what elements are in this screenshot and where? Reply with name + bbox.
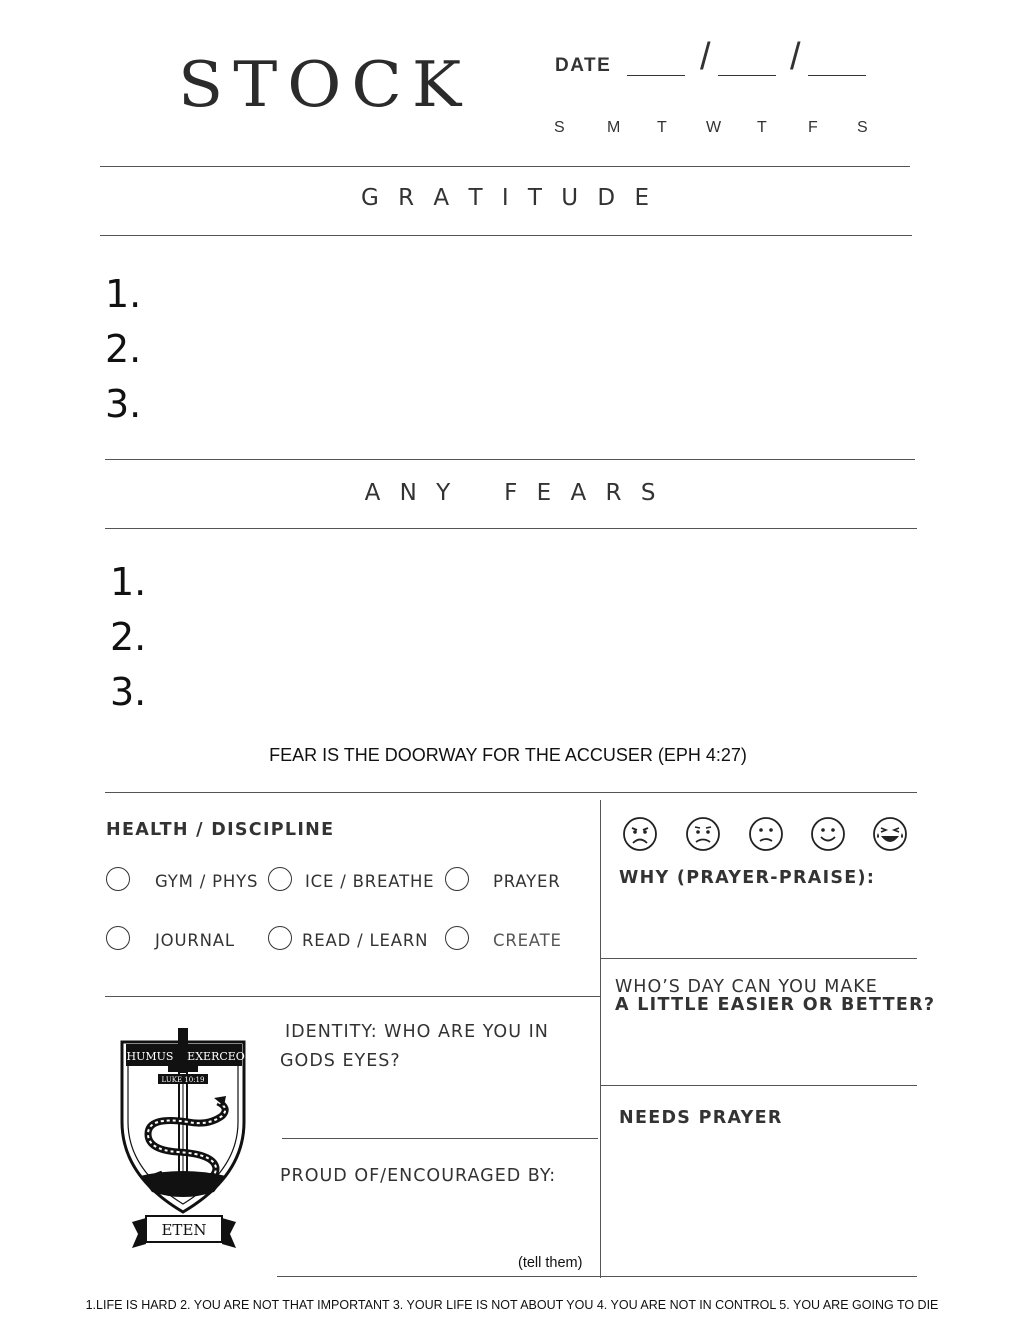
date-year-field[interactable] <box>808 75 866 76</box>
crest-logo <box>118 1026 250 1254</box>
divider <box>100 235 912 236</box>
weekday-monday[interactable]: M <box>607 119 621 136</box>
create-label: CREATE <box>493 931 562 950</box>
gratitude-item-1[interactable]: 1. <box>105 272 142 316</box>
read-label: READ / LEARN <box>302 931 429 950</box>
identity-line2: GODS EYES? <box>280 1051 401 1071</box>
page-title: STOCK <box>178 47 472 122</box>
prayer-radio[interactable] <box>445 867 469 891</box>
tell-them-note: (tell them) <box>518 1255 583 1271</box>
weekday-friday[interactable]: F <box>808 119 818 136</box>
read-radio[interactable] <box>268 926 292 950</box>
crest-scroll-text: ETEN <box>161 1221 207 1239</box>
weekday-saturday[interactable]: S <box>857 119 868 136</box>
fear-quote: FEAR IS THE DOORWAY FOR THE ACCUSER (EPH 4:27) <box>269 745 747 765</box>
footer-truths: 1.LIFE IS HARD 2. YOU ARE NOT THAT IMPORTANT 3. YOUR LIFE IS NOT ABOUT YOU 4. YOU ARE NOT IN CONTROL 5. YOU ARE GOING TO DIE <box>85 1298 939 1312</box>
gratitude-heading: G R A T I T U D E <box>361 185 651 211</box>
divider <box>601 958 917 959</box>
date-slash: / <box>700 36 711 78</box>
fear-item-2[interactable]: 2. <box>110 615 147 659</box>
crest-motto-right: EXERCEO <box>187 1050 245 1063</box>
crest-motto-left: HUMUS <box>126 1050 174 1063</box>
gratitude-item-2[interactable]: 2. <box>105 327 142 371</box>
weekday-tuesday[interactable]: T <box>657 119 667 136</box>
crest-plaque: LUKE 10:19 <box>161 1076 205 1084</box>
fear-item-3[interactable]: 3. <box>110 670 147 714</box>
weekday-thursday[interactable]: T <box>757 119 767 136</box>
whos-day-line1: WHO’S DAY CAN YOU MAKE <box>615 977 878 997</box>
fear-item-1[interactable]: 1. <box>110 560 147 604</box>
gym-label: GYM / PHYS <box>155 872 259 891</box>
date-month-field[interactable] <box>627 75 685 76</box>
journal-radio[interactable] <box>106 926 130 950</box>
column-divider <box>600 800 601 1278</box>
health-heading: HEALTH / DISCIPLINE <box>106 820 335 840</box>
prayer-label: PRAYER <box>493 872 561 891</box>
smile-face-icon[interactable] <box>810 816 846 852</box>
laughing-face-icon[interactable] <box>872 816 908 852</box>
why-label: WHY (PRAYER-PRAISE): <box>619 868 876 888</box>
divider <box>100 166 910 167</box>
create-radio[interactable] <box>445 926 469 950</box>
very-sad-face-icon[interactable] <box>622 816 658 852</box>
divider <box>282 1138 598 1139</box>
ice-label: ICE / BREATHE <box>305 872 435 891</box>
sad-face-icon[interactable] <box>685 816 721 852</box>
divider <box>105 528 917 529</box>
slightly-sad-face-icon[interactable] <box>748 816 784 852</box>
date-label: DATE <box>555 55 612 76</box>
gym-radio[interactable] <box>106 867 130 891</box>
date-slash: / <box>790 36 801 78</box>
weekday-wednesday[interactable]: W <box>706 119 722 136</box>
whos-day-line2: A LITTLE EASIER OR BETTER? <box>615 995 936 1015</box>
identity-line1: IDENTITY: WHO ARE YOU IN <box>285 1022 549 1042</box>
divider <box>105 996 600 997</box>
gratitude-item-3[interactable]: 3. <box>105 382 142 426</box>
divider <box>601 1085 917 1086</box>
weekday-sunday[interactable]: S <box>554 119 565 136</box>
journal-label: JOURNAL <box>155 931 235 950</box>
needs-prayer-label: NEEDS PRAYER <box>619 1108 783 1128</box>
divider <box>105 459 915 460</box>
divider <box>105 792 917 793</box>
ice-radio[interactable] <box>268 867 292 891</box>
divider <box>277 1276 917 1277</box>
fears-heading: A N Y F E A R S <box>364 480 658 506</box>
proud-label: PROUD OF/ENCOURAGED BY: <box>280 1166 557 1186</box>
date-day-field[interactable] <box>718 75 776 76</box>
